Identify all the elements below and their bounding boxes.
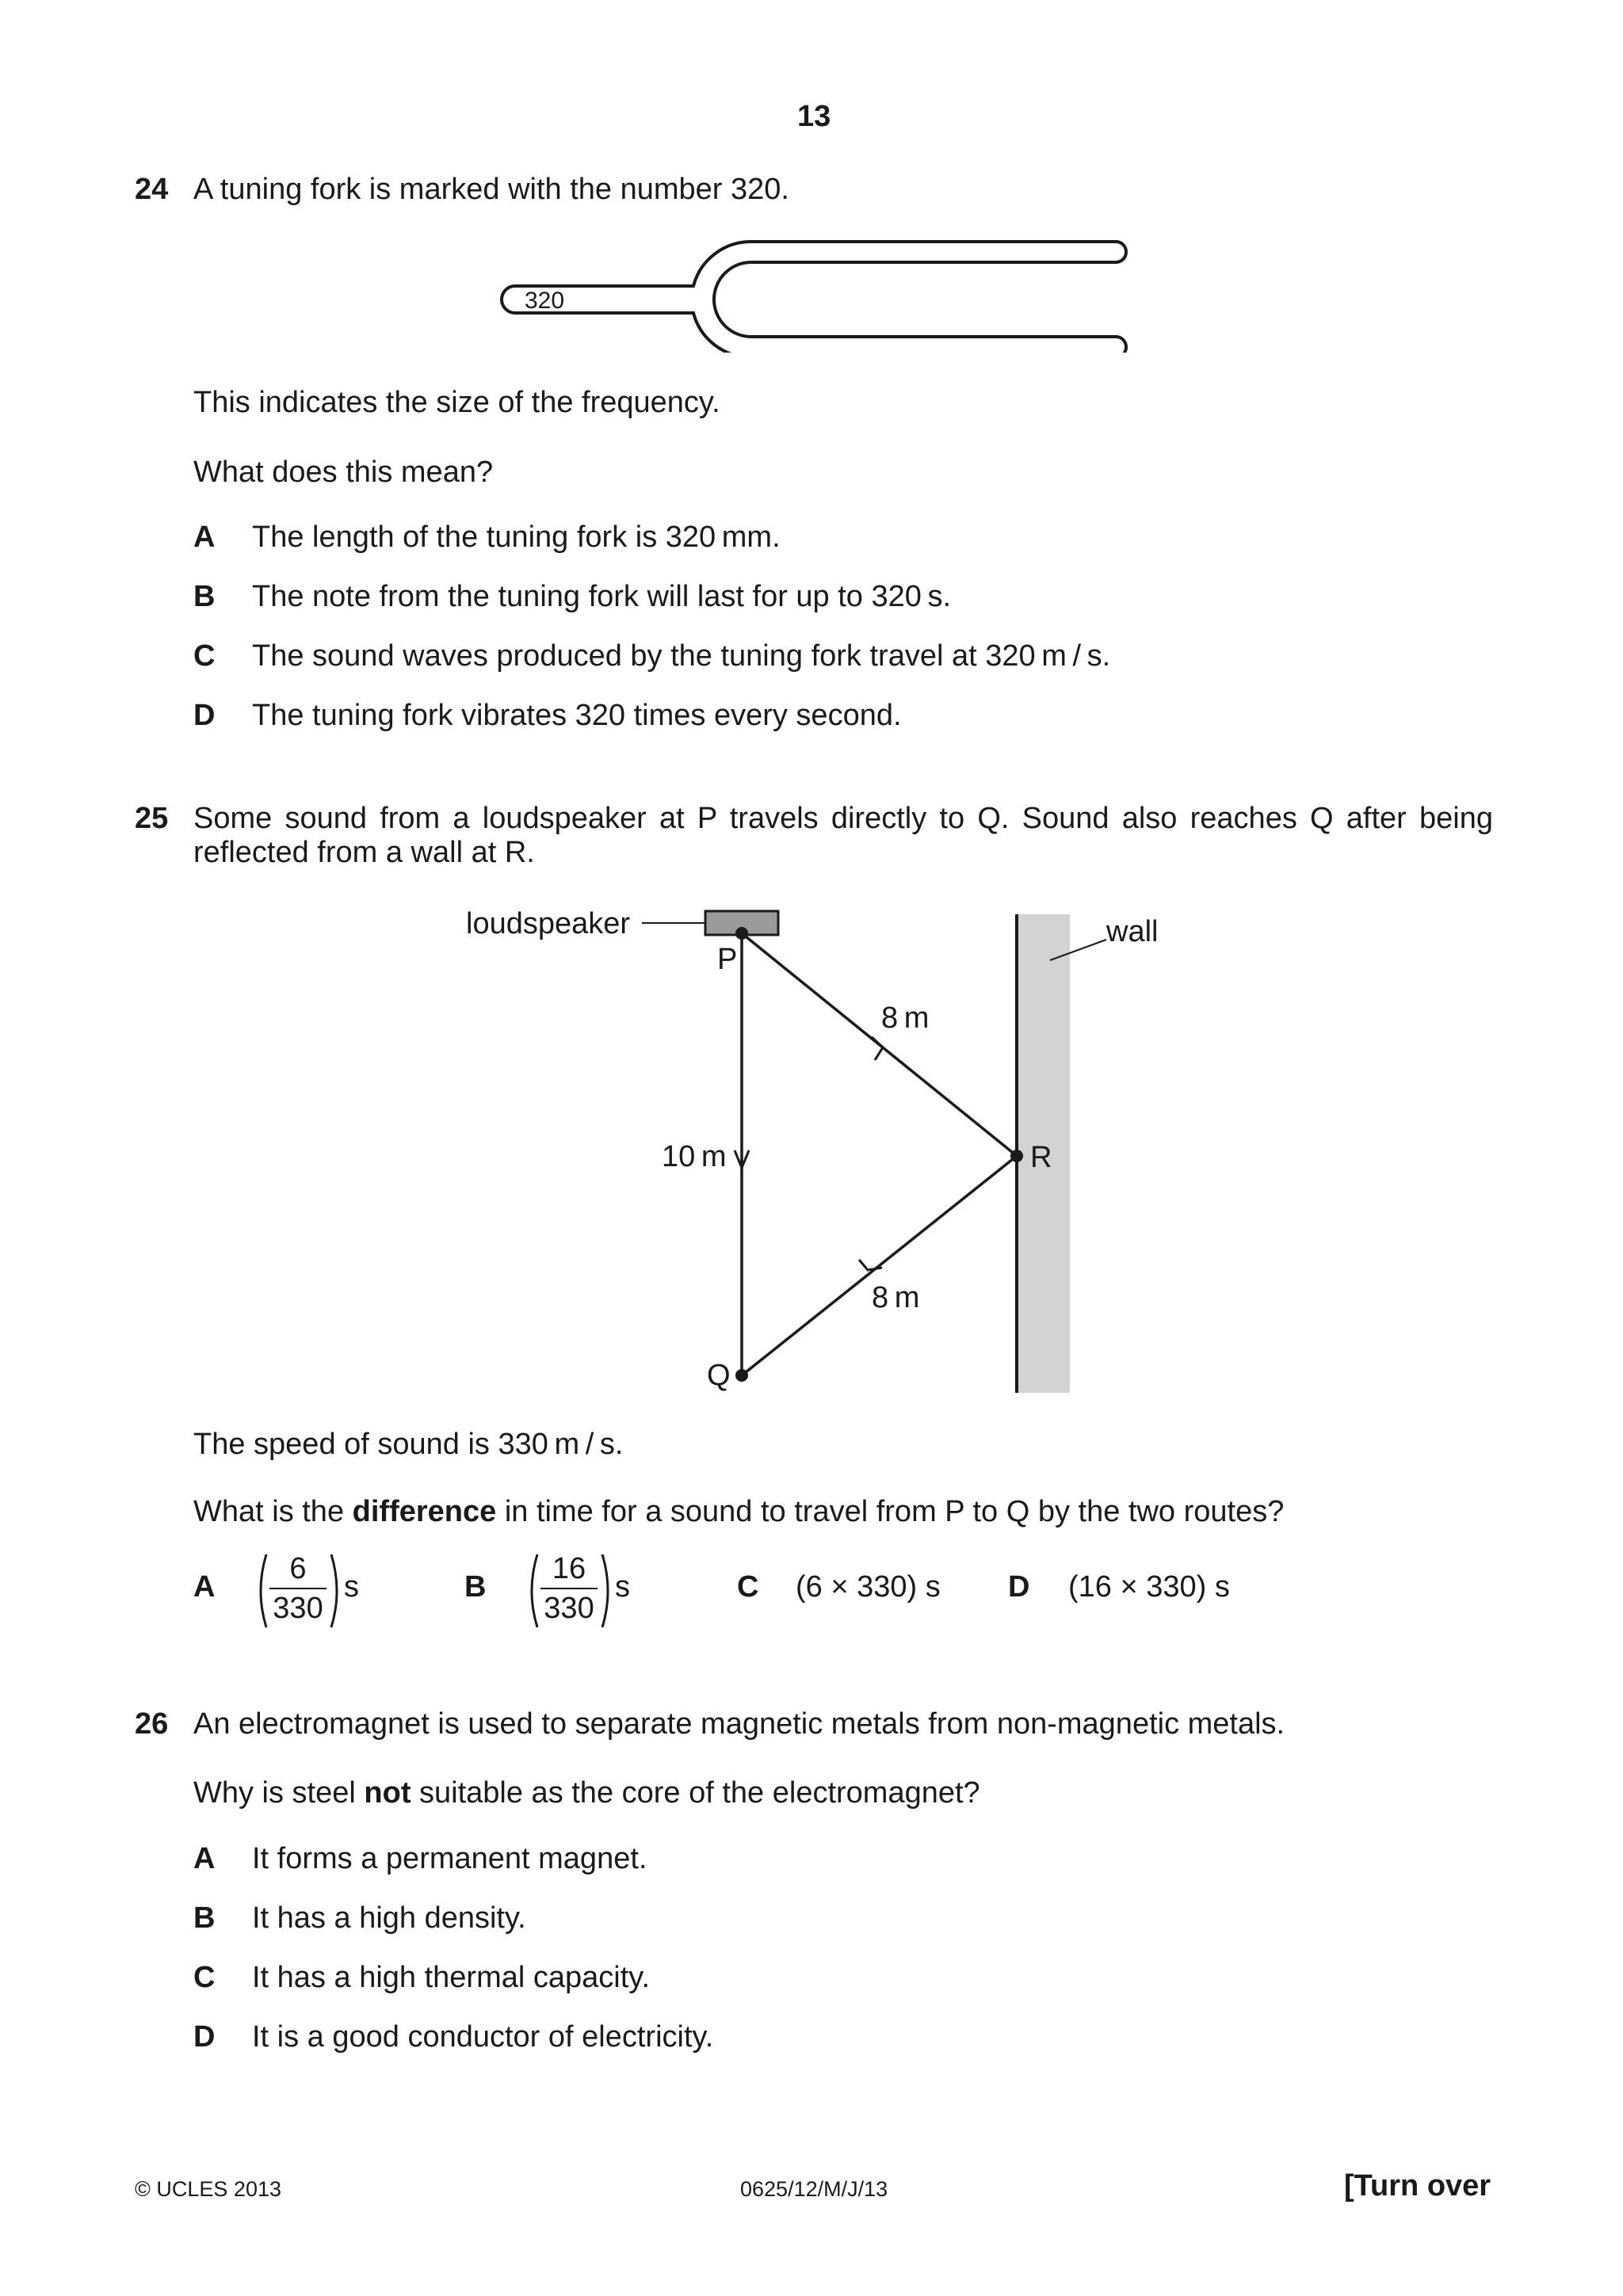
- question-24-line2: What does this mean?: [193, 456, 494, 489]
- q24-option-d-letter: D: [193, 699, 216, 732]
- q25-option-b-right-paren: [599, 1551, 615, 1630]
- point-q: [735, 1369, 748, 1382]
- sound-reflection-diagram: [444, 895, 1236, 1410]
- q24-option-b-text: The note from the tuning fork will last for up to 320 s.: [252, 580, 952, 613]
- point-p: [735, 927, 748, 940]
- q25-option-b-fraction: [540, 1550, 598, 1627]
- q26-option-d-text: It is a good conductor of electricity.: [252, 2020, 714, 2054]
- q24-option-a-letter: A: [193, 521, 216, 554]
- question-26-stem: An electromagnet is used to separate magnetic metals from non-magnetic metals.: [193, 1707, 1285, 1741]
- q25-option-b-numerator: 16: [552, 1552, 586, 1585]
- footer-turn-over: [Turn over: [1344, 2169, 1491, 2203]
- tuning-fork-outline: [502, 242, 1126, 353]
- q26-option-d-letter: D: [193, 2020, 216, 2054]
- q25-option-d-letter: D: [1008, 1570, 1030, 1604]
- q25-option-c-letter: C: [737, 1570, 759, 1604]
- q25-option-a-numerator: 6: [289, 1552, 307, 1585]
- footer-code: 0625/12/M/J/13: [740, 2177, 888, 2201]
- q24-option-c-text: The sound waves produced by the tuning fork travel at 320 m / s.: [252, 639, 1111, 673]
- point-q-label: Q: [707, 1359, 731, 1392]
- wall-label: wall: [1106, 915, 1159, 948]
- question-25-number: 25: [135, 802, 169, 835]
- question-25-question-bold: difference: [352, 1495, 497, 1528]
- question-25-speed: The speed of sound is 330 m / s.: [193, 1428, 624, 1461]
- point-r: [1010, 1150, 1023, 1162]
- q25-option-a-unit: s: [344, 1570, 359, 1604]
- question-26-number: 26: [135, 1707, 169, 1741]
- question-25-stem-line1: Some sound from a loudspeaker at P travels directly to Q. Sound also reaches Q after being: [193, 802, 1493, 835]
- question-25-question-pre: What is the: [193, 1495, 353, 1528]
- q26-option-c-text: It has a high thermal capacity.: [252, 1961, 650, 1994]
- q25-option-b-denominator: 330: [544, 1592, 594, 1625]
- q26-option-b-text: It has a high density.: [252, 1901, 526, 1935]
- pq-length-label: 10 m: [662, 1140, 727, 1173]
- question-24-line1: This indicates the size of the frequency.: [193, 386, 720, 419]
- loudspeaker-label: loudspeaker: [466, 907, 631, 940]
- q25-option-c-text: (6 × 330) s: [796, 1570, 941, 1604]
- tuning-fork-diagram: [499, 234, 1133, 353]
- q24-option-d-text: The tuning fork vibrates 320 times every second.: [252, 699, 902, 732]
- q26-option-a-letter: A: [193, 1842, 216, 1875]
- q25-option-b-left-paren: [525, 1551, 540, 1630]
- q25-option-b-letter: B: [464, 1570, 487, 1604]
- q25-option-a-left-paren: [254, 1551, 269, 1630]
- q25-option-a-fraction: [269, 1550, 327, 1627]
- rq-length-label: 8 m: [872, 1281, 920, 1314]
- question-26-question: [193, 1776, 980, 1810]
- q26-option-c-letter: C: [193, 1961, 216, 1994]
- q26-option-b-letter: B: [193, 1901, 216, 1935]
- q25-option-a-right-paren: [328, 1551, 344, 1630]
- q25-option-a-denominator: 330: [273, 1592, 323, 1625]
- question-24-number: 24: [135, 173, 169, 206]
- point-r-label: R: [1030, 1141, 1052, 1174]
- page-number: 13: [797, 100, 831, 133]
- question-26-question-bold: not: [364, 1776, 411, 1810]
- question-25-stem-line2: reflected from a wall at R.: [193, 836, 535, 869]
- tuning-fork-label: 320: [525, 288, 565, 314]
- question-25-question: [193, 1495, 1284, 1529]
- question-26-question-post: suitable as the core of the electromagnet?: [411, 1776, 980, 1810]
- footer-copyright: © UCLES 2013: [135, 2177, 281, 2201]
- question-25-question-post: in time for a sound to travel from P to Q by the two routes?: [496, 1495, 1285, 1528]
- pr-length-label: 8 m: [881, 1001, 930, 1035]
- q25-option-b-unit: s: [615, 1570, 630, 1604]
- question-26-question-pre: Why is steel: [193, 1776, 365, 1810]
- path-rq: [742, 1156, 1017, 1375]
- q24-option-a-text: The length of the tuning fork is 320 mm.: [252, 521, 781, 554]
- q25-option-d-text: (16 × 330) s: [1068, 1570, 1230, 1604]
- q26-option-a-text: It forms a permanent magnet.: [252, 1842, 647, 1875]
- question-24-stem: A tuning fork is marked with the number 320.: [193, 173, 789, 206]
- q24-option-b-letter: B: [193, 580, 216, 613]
- point-p-label: P: [717, 943, 738, 976]
- q24-option-c-letter: C: [193, 639, 216, 673]
- q25-option-a-letter: A: [193, 1570, 216, 1604]
